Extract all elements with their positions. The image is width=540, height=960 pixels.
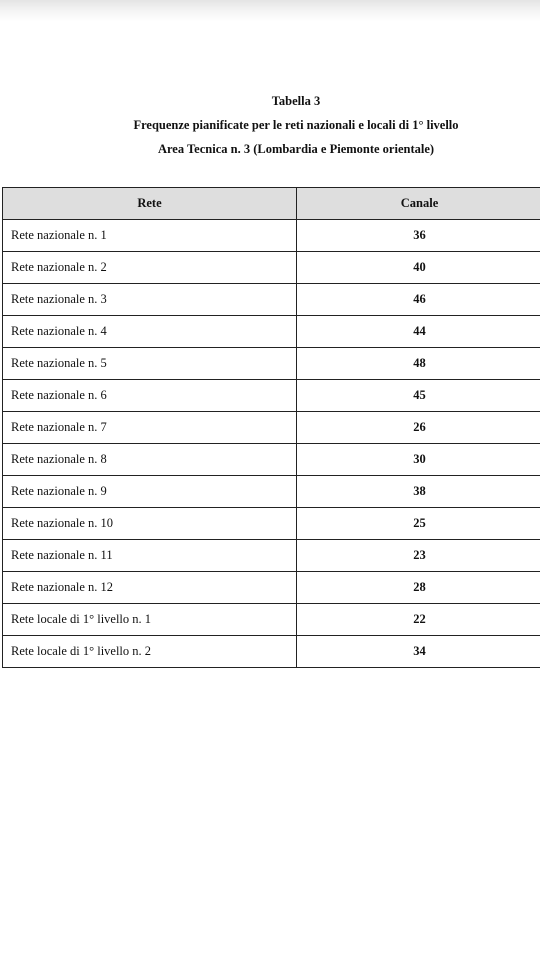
canale-cell: 38 xyxy=(297,476,540,508)
canale-cell: 36 xyxy=(297,220,540,252)
table-header-row xyxy=(3,188,540,220)
table-row xyxy=(3,380,540,412)
rete-cell: Rete nazionale n. 2 xyxy=(3,252,297,284)
column-header-rete: Rete xyxy=(3,188,297,220)
canale-cell: 46 xyxy=(297,284,540,316)
table-row xyxy=(3,444,540,476)
rete-cell: Rete nazionale n. 9 xyxy=(3,476,297,508)
rete-cell: Rete nazionale n. 5 xyxy=(3,348,297,380)
table-row xyxy=(3,604,540,636)
canale-cell: 34 xyxy=(297,636,540,668)
rete-cell: Rete nazionale n. 3 xyxy=(3,284,297,316)
rete-cell: Rete nazionale n. 1 xyxy=(3,220,297,252)
rete-cell: Rete nazionale n. 10 xyxy=(3,508,297,540)
canale-cell: 48 xyxy=(297,348,540,380)
table-row xyxy=(3,220,540,252)
table-row xyxy=(3,284,540,316)
table-subtitle: Frequenze pianificate per le reti nazionali e locali di 1° livello xyxy=(133,118,459,132)
rete-cell: Rete locale di 1° livello n. 1 xyxy=(3,604,297,636)
table-row xyxy=(3,508,540,540)
table-row xyxy=(3,348,540,380)
top-shadow xyxy=(0,0,540,22)
rete-cell: Rete nazionale n. 6 xyxy=(3,380,297,412)
table-title: Tabella 3 xyxy=(271,94,321,108)
canale-cell: 30 xyxy=(297,444,540,476)
table-row xyxy=(3,636,540,668)
canale-cell: 28 xyxy=(297,572,540,604)
canale-cell: 23 xyxy=(297,540,540,572)
frequency-table xyxy=(2,187,540,668)
rete-cell: Rete locale di 1° livello n. 2 xyxy=(3,636,297,668)
area-label: Area Tecnica n. 3 (Lombardia e Piemonte orientale) xyxy=(157,142,435,156)
rete-cell: Rete nazionale n. 12 xyxy=(3,572,297,604)
rete-cell: Rete nazionale n. 4 xyxy=(3,316,297,348)
table-row xyxy=(3,316,540,348)
rete-cell: Rete nazionale n. 11 xyxy=(3,540,297,572)
canale-cell: 22 xyxy=(297,604,540,636)
table-row xyxy=(3,476,540,508)
canale-cell: 26 xyxy=(297,412,540,444)
table-row xyxy=(3,252,540,284)
canale-cell: 44 xyxy=(297,316,540,348)
table-row xyxy=(3,572,540,604)
canale-cell: 25 xyxy=(297,508,540,540)
column-header-canale: Canale xyxy=(297,188,540,220)
rete-cell: Rete nazionale n. 8 xyxy=(3,444,297,476)
table-row xyxy=(3,412,540,444)
canale-cell: 45 xyxy=(297,380,540,412)
table-row xyxy=(3,540,540,572)
rete-cell: Rete nazionale n. 7 xyxy=(3,412,297,444)
canale-cell: 40 xyxy=(297,252,540,284)
